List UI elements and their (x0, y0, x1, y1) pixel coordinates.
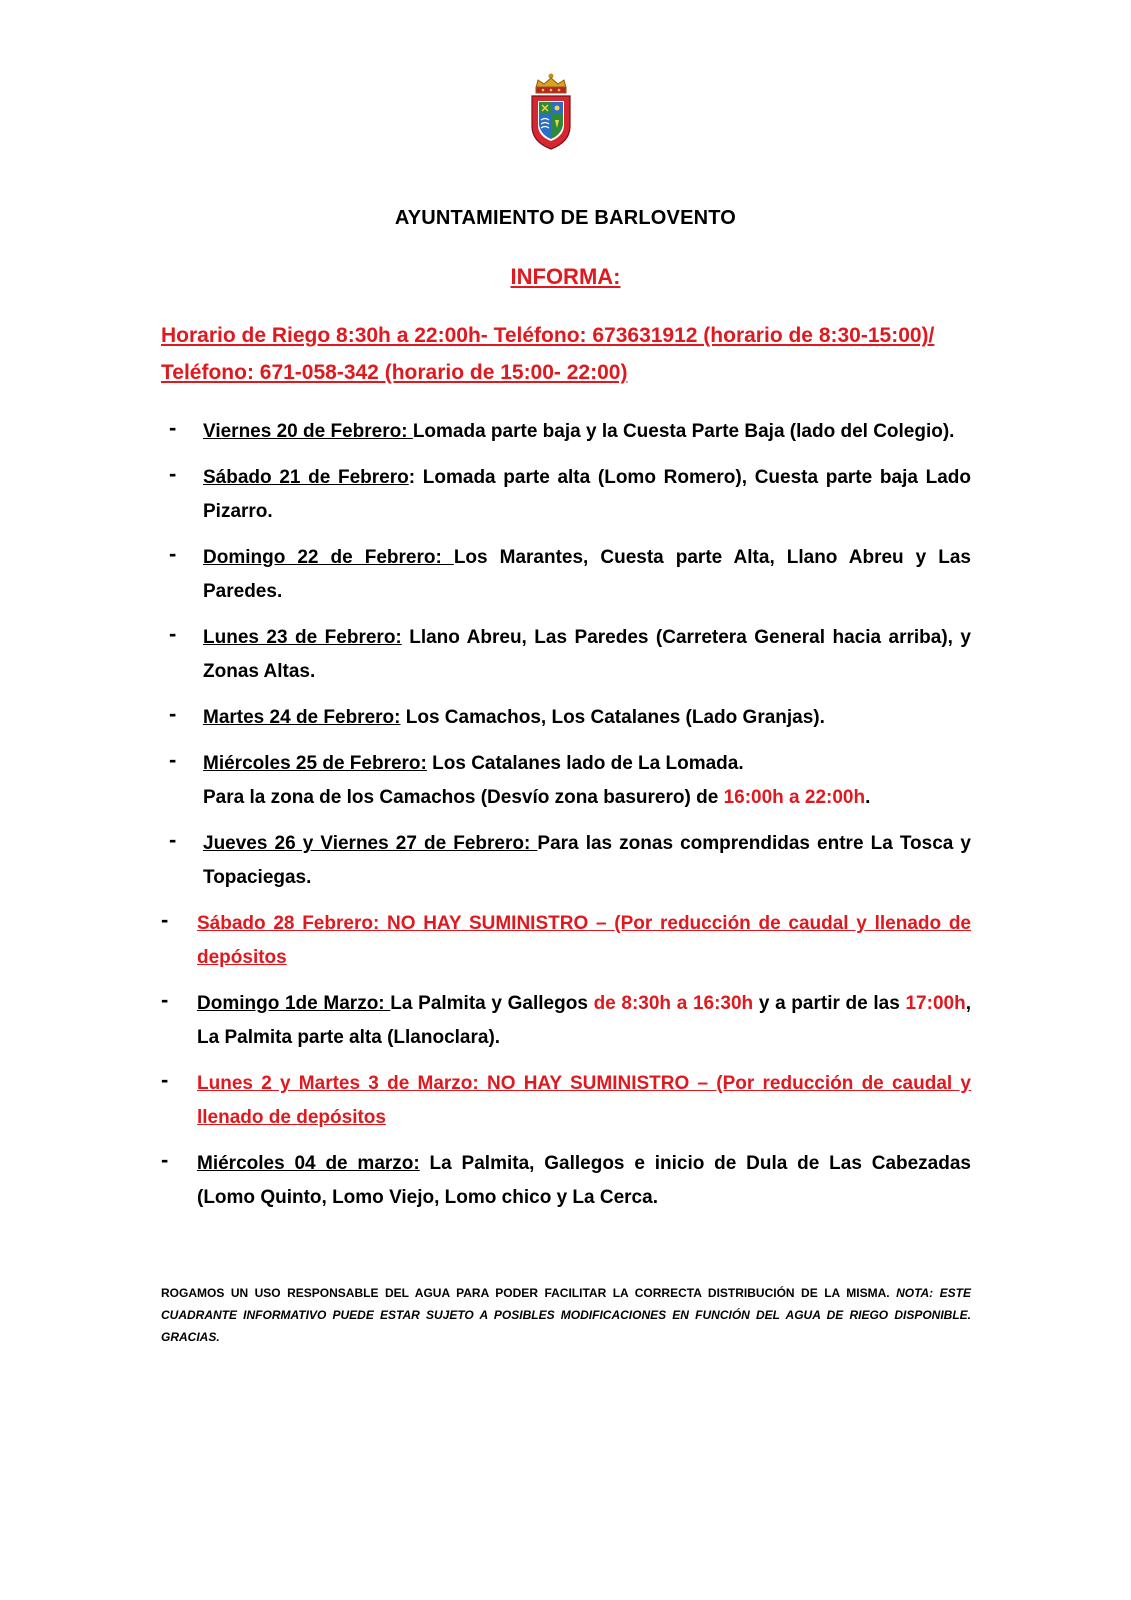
page-title: AYUNTAMIENTO DE BARLOVENTO (394, 207, 737, 229)
item-text: , La Palmita parte alta (Llanoclara). (197, 993, 971, 1048)
item-text: : Lomada parte alta (Lomo Romero), Cuesta parte baja Lado Pizarro. (203, 467, 971, 522)
list-item (161, 987, 971, 1055)
list-item (161, 701, 971, 735)
bullet-dash: - (169, 747, 177, 772)
irrigation-schedule-header: Horario de Riego 8:30h a 22:00h- Teléfono: 673631912 (horario de 8:30-15:00)/ Teléfono: 671-058-342 (horario de 15:00- 22:00) (161, 324, 935, 384)
bullet-dash: - (169, 415, 177, 440)
schedule-list (161, 415, 971, 1227)
item-text: Los Catalanes lado de La Lomada. (426, 753, 744, 774)
item-date: Lunes 23 de Febrero: (203, 627, 402, 648)
footer-note (161, 1282, 971, 1348)
bullet-dash: - (169, 827, 177, 852)
bullet-dash: - (161, 1067, 169, 1092)
bullet-dash: - (161, 1147, 169, 1172)
no-supply-notice: Lunes 2 y Martes 3 de Marzo: NO HAY SUMINISTRO – (Por reducción de caudal y llenado de depósitos (197, 1073, 971, 1128)
item-date: Domingo 1de Marzo: (197, 993, 391, 1014)
list-item (161, 415, 971, 449)
item-text-line2: Para la zona de los Camachos (Desvío zona basurero) de (203, 787, 724, 808)
item-text: La Palmita, Gallegos e inicio de Dula de Las Cabezadas (Lomo Quinto, Lomo Viejo, Lomo chico y La Cerca. (197, 1153, 971, 1208)
item-date: Miércoles 04 de marzo: (197, 1153, 420, 1174)
list-item (161, 747, 971, 815)
item-text: Los Camachos, Los Catalanes (Lado Granjas). (400, 707, 825, 728)
list-item (161, 461, 971, 529)
no-supply-notice: Sábado 28 Febrero: NO HAY SUMINISTRO – (Por reducción de caudal y llenado de depósitos (197, 913, 971, 968)
list-item (161, 1067, 971, 1135)
item-date: Sábado 21 de Febrero (203, 467, 409, 488)
bullet-dash: - (169, 621, 177, 646)
coat-of-arms-icon (528, 72, 574, 152)
item-text: Los Marantes, Cuesta parte Alta, Llano Abreu y Las Paredes. (203, 547, 972, 602)
time-highlight: 17:00h (905, 993, 966, 1014)
item-text: Llano Abreu, Las Paredes (Carretera General hacia arriba), y Zonas Altas. (203, 627, 971, 682)
item-text-end: . (865, 787, 871, 808)
item-date: Martes 24 de Febrero: (203, 707, 401, 728)
list-item (161, 1147, 971, 1215)
list-item (161, 827, 971, 895)
item-date: Jueves 26 y Viernes 27 de Febrero: (203, 833, 538, 854)
time-highlight: 16:00h a 22:00h (723, 787, 866, 808)
bullet-dash: - (161, 987, 169, 1012)
footer-disclaimer: NOTA: ESTE CUADRANTE INFORMATIVO PUEDE ESTAR SUJETO A POSIBLES MODIFICACIONES EN FUNCIÓN DEL AGUA DE RIEGO DISPONIBLE. GRACIAS. (161, 1286, 971, 1344)
item-text: Para las zonas comprendidas entre La Tosca y Topaciegas. (203, 833, 972, 888)
bullet-dash: - (169, 461, 177, 486)
time-highlight: de 8:30h a 16:30h (593, 993, 754, 1014)
bullet-dash: - (169, 701, 177, 726)
item-date: Viernes 20 de Febrero: (203, 421, 413, 442)
list-item (161, 541, 971, 609)
item-text: Lomada parte baja y la Cuesta Parte Baja (lado del Colegio). (412, 421, 955, 442)
bullet-dash: - (161, 907, 169, 932)
informa-heading: INFORMA: (510, 264, 621, 289)
list-item (161, 621, 971, 689)
item-text: La Palmita y Gallegos (390, 993, 594, 1014)
item-date: Domingo 22 de Febrero: (203, 547, 454, 568)
list-item (161, 907, 971, 975)
item-date: Miércoles 25 de Febrero: (203, 753, 427, 774)
item-text: y a partir de las (753, 993, 906, 1014)
footer-text: ROGAMOS UN USO RESPONSABLE DEL AGUA PARA PODER FACILITAR LA CORRECTA DISTRIBUCIÓN DE LA MISMA. (161, 1286, 897, 1300)
bullet-dash: - (169, 541, 177, 566)
